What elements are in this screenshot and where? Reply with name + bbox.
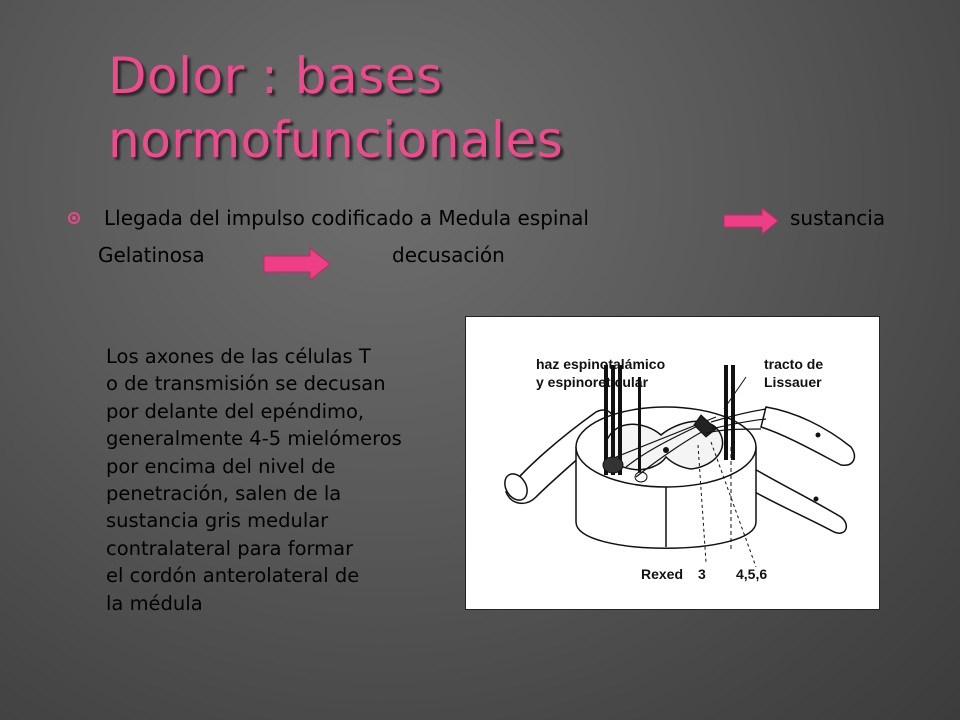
title-line-1: Dolor : bases — [108, 47, 443, 105]
body-paragraph — [106, 343, 466, 617]
arrow-right-icon — [722, 206, 780, 236]
label-rexed-3: 3 — [698, 566, 706, 582]
bullet-text-part2: sustancia — [790, 206, 886, 230]
label-haz-2: y espinoreticular — [536, 374, 649, 390]
right-nerve-root-lower — [746, 467, 846, 533]
bullet-text-part4: decusación — [392, 243, 505, 267]
body-line: contralateral para formar — [106, 536, 354, 560]
body-line: por delante del epéndimo, — [106, 399, 365, 423]
body-line: por encima del nivel de — [106, 454, 336, 478]
bullet-icon — [68, 212, 80, 224]
body-line: sustancia gris medular — [106, 509, 329, 533]
label-rexed: Rexed — [641, 566, 684, 582]
body-line: o de transmisión se decusan — [106, 372, 386, 396]
spinal-cord-figure — [465, 316, 880, 610]
arrow-right-icon-2 — [262, 246, 332, 282]
label-tracto-1: tracto de — [764, 356, 824, 372]
body-line: el cordón anterolateral de — [106, 564, 360, 588]
title-line-2: normofuncionales — [108, 111, 564, 169]
spinal-cord-diagram — [466, 317, 879, 609]
body-line: generalmente 4-5 mielómeros — [106, 427, 402, 451]
label-tracto-2: Lissauer — [764, 374, 822, 390]
label-rexed-456: 4,5,6 — [736, 566, 768, 582]
bullet-text-part1: Llegada del impulso codificado a Medula espinal — [104, 206, 589, 230]
body-line: Los axones de las células T — [106, 345, 371, 368]
body-line: la médula — [106, 591, 203, 615]
slide-title — [108, 44, 828, 172]
label-haz-1: haz espinotalámico — [536, 356, 666, 372]
body-line: penetración, salen de la — [106, 482, 342, 506]
right-nerve-root-upper — [761, 407, 854, 465]
bullet-text-part3: Gelatinosa — [98, 243, 205, 267]
